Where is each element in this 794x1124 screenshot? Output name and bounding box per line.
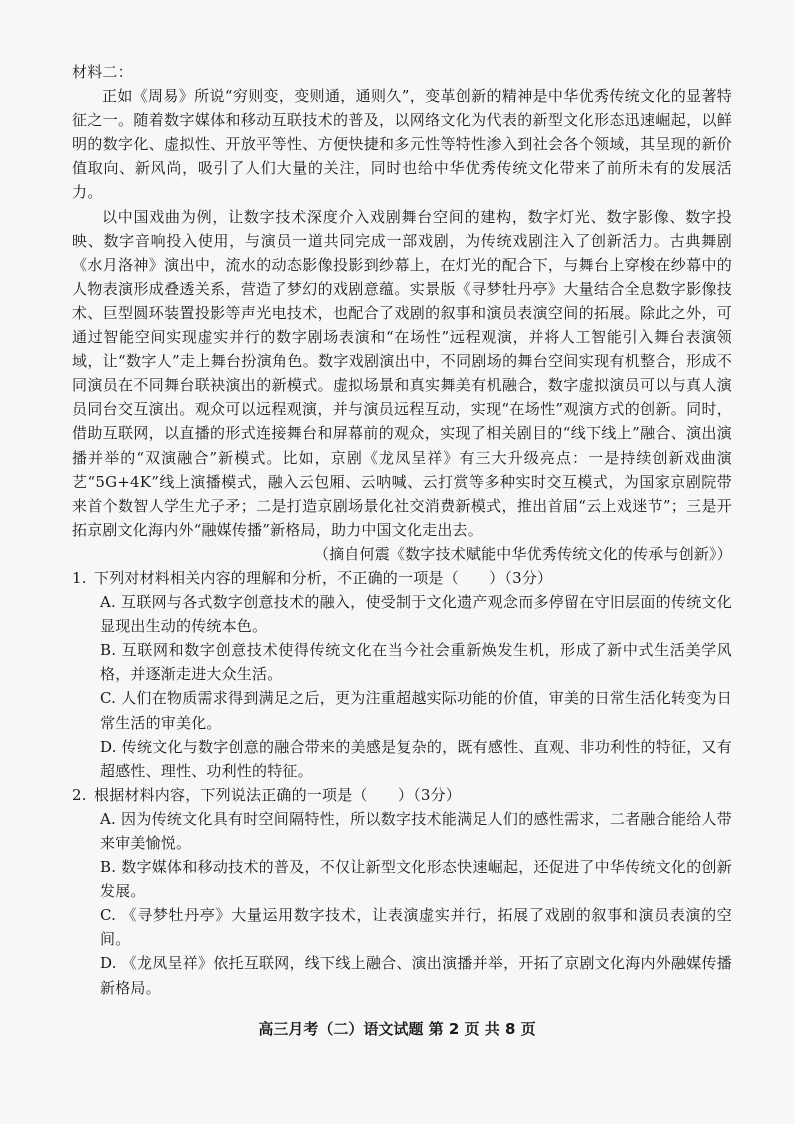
question-number: 1. xyxy=(72,568,87,587)
exam-page xyxy=(72,60,732,1000)
option-b: B. 互联网和数字创意技术使得传统文化在当今社会重新焕发生机，形成了新中式生活美学风格，并逐渐走进大众生活。 xyxy=(100,641,732,684)
option-b: B. 数字媒体和移动技术的普及，不仅让新型文化形态快速崛起，还促进了中华传统文化的创新发展。 xyxy=(100,858,732,901)
page-footer: 高三月考（二）语文试题 第 2 页 共 8 页 xyxy=(258,1020,536,1038)
option-c: C. 人们在物质需求得到满足之后，更为注重超越实际功能的价值，审美的日常生活化转变为日常生活的审美化。 xyxy=(100,689,732,732)
question-1 xyxy=(72,566,732,590)
question-stem: 下列对材料相关内容的理解和分析，不正确的一项是（ ）（3分） xyxy=(94,568,553,587)
option-d: D. 传统文化与数字创意的融合带来的美感是复杂的，既有感性、直观、非功利性的特征，又有超感性、理性、功利性的特征。 xyxy=(100,737,732,780)
paragraph-2: 以中国戏曲为例，让数字技术深度介入戏剧舞台空间的建构，数字灯光、数字影像、数字投映、数字音响投入使用，与演员一道共同完成一部戏剧，为传统戏剧注入了创新活力。古典舞剧《水月洛神》演出中，流水的动态影像投影到纱幕上，在灯光的配合下，与舞台上穿梭在纱幕中的人物表演形成叠透关系，营造了梦幻的戏剧意蕴。实景版《寻梦牡丹亭》大量结合全息数字影像技术、巨型圆环装置投影等声光电技术，也配合了戏剧的叙事和演员表演空间的拓展。除此之外，可通过智能空间实现虚实并行的数字剧场表演和“在场性”远程观演，并将人工智能引入舞台表演领域，让“数字人”走上舞台扮演角色。数字戏剧演出中，不同剧场的舞台空间实现有机整合，形成不同演员在不同舞台联袂演出的新模式。虚拟场景和真实舞美有机融合，数字虚拟演员可以与真人演员同台交互演出。观众可以远程观演，并与演员远程互动，实现“在场性”观演方式的创新。同时，借助互联网，以直播的形式连接舞台和屏幕前的观众，实现了相关剧目的“线下线上”融合、演出演播并举的“双演融合”新模式。比如，京剧《龙凤呈祥》有三大升级亮点：一是持续创新戏曲演艺“5G+4K”线上演播模式，融入云包厢、云呐喊、云打赏等多种实时交互模式，为国家京剧院带来首个数智人学生尤子矛；二是打造京剧场景化社交消费新模式，推出首届“云上戏迷节”；三是开拓京剧文化海内外“融媒传播”新格局，助力中国文化走出去。 xyxy=(72,207,732,539)
option-d: D. 《龙凤呈祥》依托互联网，线下线上融合、演出演播并举，开拓了京剧文化海内外融媒传播新格局。 xyxy=(100,954,732,997)
option-c: C. 《寻梦牡丹亭》大量运用数字技术，让表演虚实并行，拓展了戏剧的叙事和演员表演的空间。 xyxy=(100,906,732,949)
question-number: 2. xyxy=(72,785,87,804)
option-a: A. 因为传统文化具有时空间隔特性，所以数字技术能满足人们的感性需求，二者融合能给人带来审美愉悦。 xyxy=(100,809,732,852)
option-a: A. 互联网与各式数字创意技术的融入，使受制于文化遗产观念而多停留在守旧层面的传统文化显现出生动的传统本色。 xyxy=(100,593,732,636)
question-2 xyxy=(72,783,732,807)
material-heading: 材料二： xyxy=(72,63,133,81)
question-stem: 根据材料内容，下列说法正确的一项是（ ）（3分） xyxy=(94,785,462,804)
source-citation: （摘自何震《数字技术赋能中华优秀传统文化的传承与创新》） xyxy=(313,544,732,563)
paragraph-1: 正如《周易》所说“穷则变，变则通，通则久”，变革创新的精神是中华优秀传统文化的显著特征之一。随着数字媒体和移动互联技术的普及，以网络文化为代表的新型文化形态迅速崛起，以鲜明的数字化、虚拟性、开放平等性、方便快捷和多元性等特性渗入到社会各个领域，其呈现的新价值取向、新风尚，吸引了人们大量的关注，同时也给中华优秀传统文化带来了前所未有的发展活力。 xyxy=(72,87,732,202)
